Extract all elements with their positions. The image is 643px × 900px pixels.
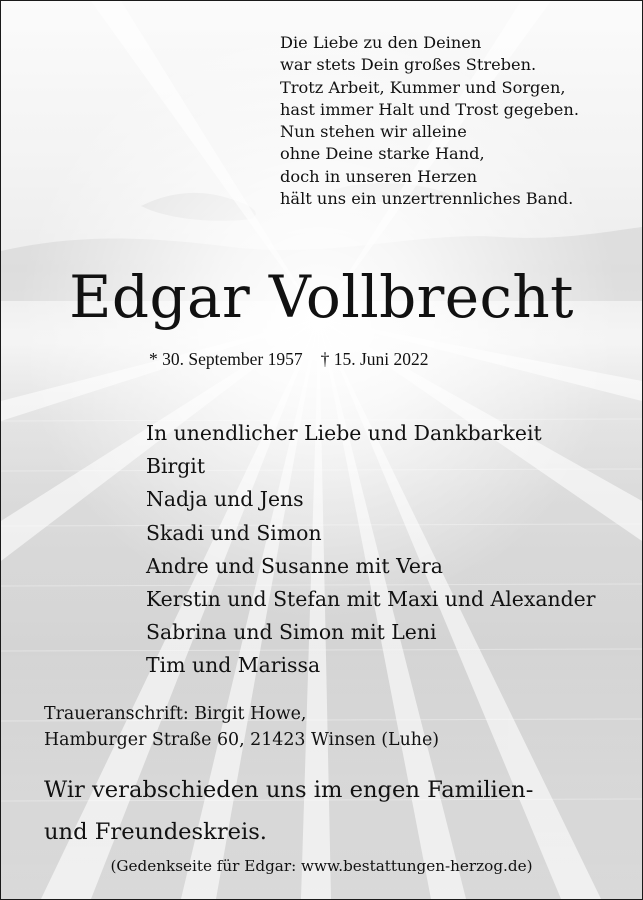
mourners-list [146,417,595,683]
mourners-intro: In unendlicher Liebe und Dankbarkeit [146,421,542,445]
address-line: Hamburger Straße 60, 21423 Winsen (Luhe) [44,730,440,750]
poem [280,32,620,210]
poem-line: ohne Deine starke Hand, [280,144,485,164]
life-dates [149,347,429,371]
poem-line: Die Liebe zu den Deinen [280,33,482,52]
mourner-name: Kerstin und Stefan mit Maxi und Alexander [146,586,596,611]
poem-line: Trotz Arbeit, Kummer und Sorgen, [280,77,566,97]
mourner-name: Skadi und Simon [146,520,322,545]
farewell-line: und Freundeskreis. [44,819,267,845]
farewell-line: Wir verabschieden uns im engen Familien- [44,777,534,803]
poem-line: war stets Dein großes Streben. [280,55,537,75]
mourner-name: Tim und Marissa [146,653,321,678]
poem-line: doch in unseren Herzen [280,166,478,186]
farewell-notice [44,769,533,853]
birth-date: * 30. September 1957 [149,349,303,369]
death-date: † 15. Juni 2022 [320,349,429,369]
mourner-name: Nadja und Jens [146,487,304,512]
mourner-name: Sabrina und Simon mit Leni [146,620,437,645]
poem-line: hält uns ein unzertrennliches Band. [280,189,574,209]
mourner-name: Birgit [146,454,206,479]
mourner-name: Andre und Susanne mit Vera [146,553,443,578]
deceased-name: Edgar Vollbrecht [69,263,574,331]
mourning-address [44,701,439,753]
poem-line: Nun stehen wir alleine [280,122,467,142]
memorial-page-note: (Gedenkseite für Edgar: www.bestattungen-herzog.de) [110,857,533,875]
address-line: Traueranschrift: Birgit Howe, [44,704,307,724]
poem-line: hast immer Halt und Trost gegeben. [280,99,579,119]
